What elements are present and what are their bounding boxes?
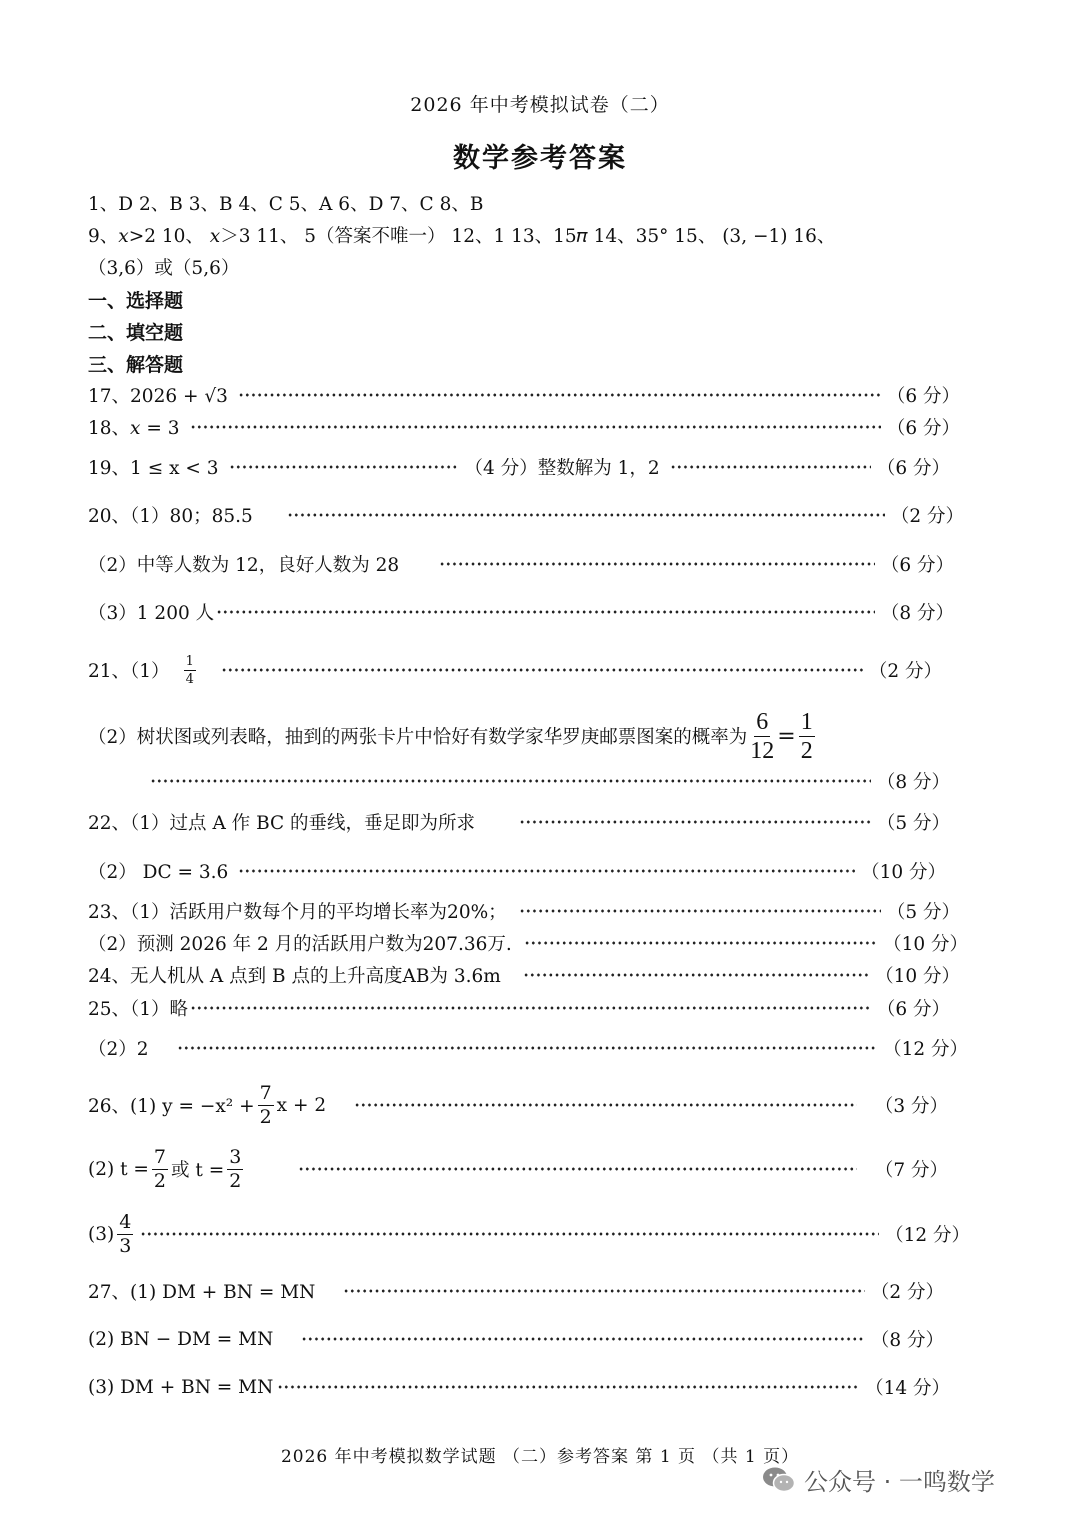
answers-line-2: 9、𝑥>2 10、 𝑥＞3 11、 5（答案不唯一） 12、1 13、15𝜋 14、35° 15、 (3, −1) 16、	[88, 226, 836, 247]
leader-dots	[343, 1289, 865, 1293]
answer-18-text: 18、𝑥 = 3	[88, 418, 180, 439]
leader-dots	[140, 1232, 879, 1236]
leader-dots	[221, 668, 863, 672]
answer-row-23-1	[88, 896, 960, 926]
score-21-2: （8 分）	[876, 772, 950, 793]
answer-row-18	[88, 412, 960, 442]
answer-25-2-text: （2）2	[88, 1039, 149, 1060]
answer-20-1-text: 20、（1）80；85.5	[88, 506, 253, 527]
answer-row-27-3	[88, 1372, 950, 1402]
fraction-three-halves: $\frac{3}{2}$	[229, 1145, 242, 1192]
wechat-icon	[762, 1466, 796, 1494]
score-19: （6 分）	[876, 458, 950, 479]
leader-dots	[277, 1385, 859, 1389]
answer-row-20-3	[88, 597, 954, 627]
answer-row-27-2	[88, 1324, 944, 1354]
answer-row-21-2	[88, 706, 948, 766]
answer-row-22-2	[88, 856, 946, 886]
fraction-six-twelfths: $\frac{6}{12}$	[750, 708, 775, 764]
leader-dots	[287, 513, 885, 517]
answer-27-3-text: (3) DM + BN = MN	[88, 1376, 274, 1398]
score-20-2: （6 分）	[880, 555, 954, 576]
leader-dots	[354, 1103, 857, 1107]
score-21-1: （2 分）	[868, 661, 942, 682]
answer-22-1-text: 22、（1）过点 A 作 BC 的垂线，垂足即为所求	[88, 813, 476, 834]
answer-23-1-text: 23、（1）活跃用户数每个月的平均增长率为20%；	[88, 902, 507, 923]
score-26-2: （7 分）	[874, 1160, 948, 1181]
answer-row-21-2-score	[150, 766, 950, 796]
answer-row-24	[88, 960, 960, 990]
answer-row-17	[88, 380, 960, 410]
answer-row-25-1	[88, 993, 950, 1023]
leader-dots	[238, 393, 881, 397]
leader-dots	[229, 465, 459, 469]
leader-dots	[150, 779, 871, 783]
score-17: （6 分）	[886, 386, 960, 407]
answer-17-text: 17、2026 + √3	[88, 386, 228, 407]
score-18: （6 分）	[886, 418, 960, 439]
leader-dots	[298, 1167, 857, 1171]
leader-dots	[177, 1046, 878, 1050]
score-23-2: （10 分）	[883, 934, 968, 955]
answer-row-22-1	[88, 807, 950, 837]
leader-dots	[670, 465, 871, 469]
score-27-3: （14 分）	[865, 1378, 950, 1399]
answer-row-21-1	[88, 650, 942, 690]
answer-25-1-text: 25、（1）略	[88, 999, 189, 1020]
leader-dots	[190, 1006, 871, 1010]
answer-23-2-text: （2）预测 2026 年 2 月的活跃用户数为207.36万.	[88, 934, 512, 955]
answers-line-3: （3,6）或（5,6）	[88, 258, 240, 279]
leader-dots	[523, 973, 869, 977]
answer-row-26-1	[88, 1080, 948, 1130]
leader-dots	[216, 610, 875, 614]
score-26-3: （12 分）	[885, 1225, 970, 1246]
leader-dots	[439, 562, 875, 566]
equals-sign: =	[777, 723, 796, 749]
leader-dots	[301, 1337, 865, 1341]
section-heading-choice: 一、选择题	[88, 290, 184, 312]
score-25-2: （12 分）	[883, 1039, 968, 1060]
answer-26-1-text-b: x + 2	[276, 1094, 327, 1116]
score-20-3: （8 分）	[880, 603, 954, 624]
score-24: （10 分）	[875, 966, 960, 987]
section-heading-solve: 三、解答题	[88, 354, 184, 376]
section-heading-fill: 二、填空题	[88, 322, 184, 344]
answer-row-19	[88, 452, 950, 482]
fraction-one-quarter: $\frac{1}{4}$	[185, 653, 194, 687]
watermark-text: 公众号 · 一鸣数学	[804, 1468, 995, 1496]
score-23-1: （5 分）	[886, 902, 960, 923]
page-title: 数学参考答案	[453, 143, 627, 174]
leader-dots	[519, 909, 881, 913]
leader-dots	[524, 941, 877, 945]
watermark	[762, 1462, 995, 1497]
answers-line-1: 1、D 2、B 3、B 4、C 5、A 6、D 7、C 8、B	[88, 194, 484, 215]
answer-row-26-2	[88, 1144, 948, 1194]
answer-row-20-1	[88, 500, 964, 530]
fraction-seven-halves: $\frac{7}{2}$	[153, 1145, 166, 1192]
score-27-1: （2 分）	[870, 1282, 944, 1303]
answer-row-25-2	[88, 1033, 968, 1063]
answer-27-2-text: (2) BN − DM = MN	[88, 1328, 274, 1350]
answer-row-20-2	[88, 549, 954, 579]
answer-26-2-text-a: (2) t =	[88, 1158, 149, 1180]
answer-26-2-text-b: 或 t =	[171, 1160, 225, 1181]
fraction-one-half: $\frac{1}{2}$	[800, 708, 813, 764]
answer-20-3-text: （3）1 200 人	[88, 603, 215, 624]
score-26-1: （3 分）	[874, 1096, 948, 1117]
score-25-1: （6 分）	[876, 999, 950, 1020]
answer-24-text: 24、无人机从 A 点到 B 点的上升高度AB为 3.6m	[88, 966, 501, 987]
answer-26-3-text: (3)	[88, 1223, 115, 1245]
answer-21-2-text: （2）树状图或列表略，抽到的两张卡片中恰好有数学家华罗庚邮票图案的概率为	[88, 727, 748, 748]
score-27-2: （8 分）	[870, 1330, 944, 1351]
answer-row-26-3	[88, 1209, 970, 1259]
answer-row-23-2	[88, 928, 968, 958]
answer-22-2-text: （2） DC = 3.6	[88, 862, 229, 883]
answer-27-1-text: 27、(1) DM + BN = MN	[88, 1282, 316, 1303]
leader-dots	[190, 425, 881, 429]
answer-row-27-1	[88, 1276, 944, 1306]
score-20-1: （2 分）	[890, 506, 964, 527]
answer-21-1-text: 21、（1）	[88, 661, 170, 682]
score-22-1: （5 分）	[876, 813, 950, 834]
answer-20-2-text: （2）中等人数为 12，良好人数为 28	[88, 555, 400, 576]
leader-dots	[519, 820, 871, 824]
exam-subtitle: 2026 年中考模拟试卷（二）	[410, 94, 670, 116]
leader-dots	[238, 869, 855, 873]
answer-19-text: 19、1 ≤ x < 3	[88, 458, 219, 479]
page-footer: 2026 年中考模拟数学试题 （二）参考答案 第 1 页 （共 1 页）	[280, 1447, 800, 1467]
answer-26-1-text-a: 26、(1) y = −x² +	[88, 1096, 255, 1117]
score-22-2: （10 分）	[861, 862, 946, 883]
fraction-seven-halves: $\frac{7}{2}$	[259, 1081, 272, 1128]
fraction-four-thirds: $\frac{4}{3}$	[119, 1210, 132, 1257]
answer-19-mid: （4 分）整数解为 1，2	[464, 458, 660, 479]
